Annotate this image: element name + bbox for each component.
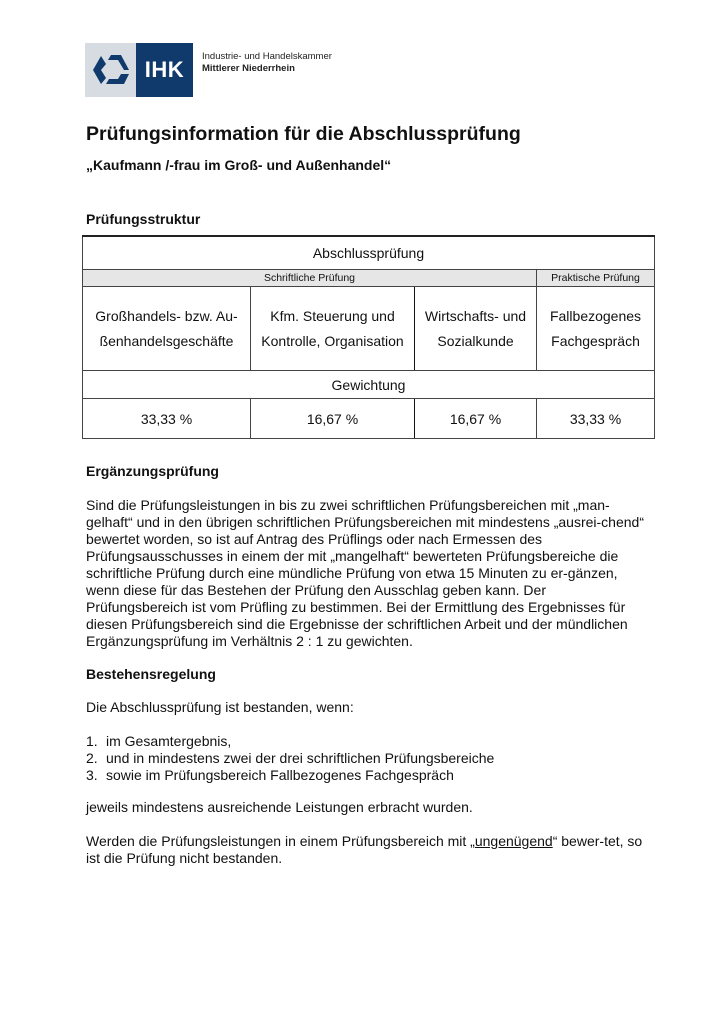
page-title: Prüfungsinformation für die Abschlussprüfung bbox=[86, 123, 521, 145]
subject-cell: Wirtschafts- und Sozialkunde bbox=[415, 287, 537, 371]
ihk-wordmark: IHK bbox=[136, 43, 193, 97]
org-name-line2: Mittlerer Niederrhein bbox=[202, 63, 295, 74]
supplementary-text: Sind die Prüfungsleistungen in bis zu zwei schriftlichen Prüfungsbereichen mit „man-gelhaft“ und in den übrigen schriftlichen Prüfungsbereichen mit mindestens „ausrei-chend“ bewertet worden, so ist auf Antrag des Prüflings oder nach Ermessen des Prüfungsausschusses in einem der mit „mangelhaft“ bewerteten Prüfungsbereiche die schriftliche Prüfung durch eine mündliche Prüfung von etwa 15 Minuten zu er-gänzen, wenn diese für das Bestehen der Prüfung den Ausschlag geben kann. Der Prüfungsbereich ist vom Prüfling zu bestimmen. Bei der Ermittlung des Ergebnisses für diesen Prüfungsbereich sind die Ergebnisse der schriftlichen Arbeit und der mündlichen Ergänzungsprüfung im Verhältnis 2 : 1 zu gewichten. bbox=[86, 497, 644, 649]
passing-conditions-list bbox=[86, 733, 494, 784]
weight-cell: 33,33 % bbox=[537, 399, 655, 439]
passing-intro: Die Abschlussprüfung ist bestanden, wenn: bbox=[86, 699, 354, 715]
subject-cell: Kfm. Steuerung und Kontrolle, Organisation bbox=[251, 287, 415, 371]
list-item: 2. und in mindestens zwei der drei schriftlichen Prüfungsbereiche bbox=[86, 750, 495, 766]
page-subtitle: „Kaufmann /-frau im Groß- und Außenhandel“ bbox=[86, 157, 392, 173]
org-name-line1: Industrie- und Handelskammer bbox=[202, 51, 332, 62]
weight-cell: 16,67 % bbox=[251, 399, 415, 439]
weighting-label: Gewichtung bbox=[83, 371, 655, 399]
ihk-emblem-icon bbox=[85, 43, 136, 97]
list-item: 3. sowie im Prüfungsbereich Fallbezogenes Fachgespräch bbox=[86, 767, 454, 783]
passing-conclusion: jeweils mindestens ausreichende Leistungen erbracht wurden. bbox=[86, 799, 473, 815]
underlined-term: ungenügend bbox=[474, 833, 553, 849]
subject-cell: Fallbezogenes Fachgespräch bbox=[537, 287, 655, 371]
supplementary-heading: Ergänzungsprüfung bbox=[86, 463, 219, 479]
weight-cell: 16,67 % bbox=[415, 399, 537, 439]
structure-heading: Prüfungsstruktur bbox=[86, 211, 201, 227]
passing-heading: Bestehensregelung bbox=[86, 666, 216, 682]
practical-exam-label: Praktische Prüfung bbox=[537, 270, 655, 287]
list-item: 1. im Gesamtergebnis, bbox=[86, 733, 232, 749]
fail-rule: Werden die Prüfungsleistungen in einem Prüfungsbereich mit „ungenügend“ bewer-tet, so ist die Prüfung nicht bestanden. bbox=[86, 833, 643, 866]
ihk-logo bbox=[85, 43, 193, 97]
org-name bbox=[202, 51, 332, 75]
table-header: Abschlussprüfung bbox=[83, 236, 655, 270]
written-exam-label: Schriftliche Prüfung bbox=[83, 270, 537, 287]
weight-cell: 33,33 % bbox=[83, 399, 251, 439]
exam-structure-table bbox=[82, 235, 655, 439]
subject-cell: Großhandels- bzw. Au- ßenhandelsgeschäfte bbox=[83, 287, 251, 371]
